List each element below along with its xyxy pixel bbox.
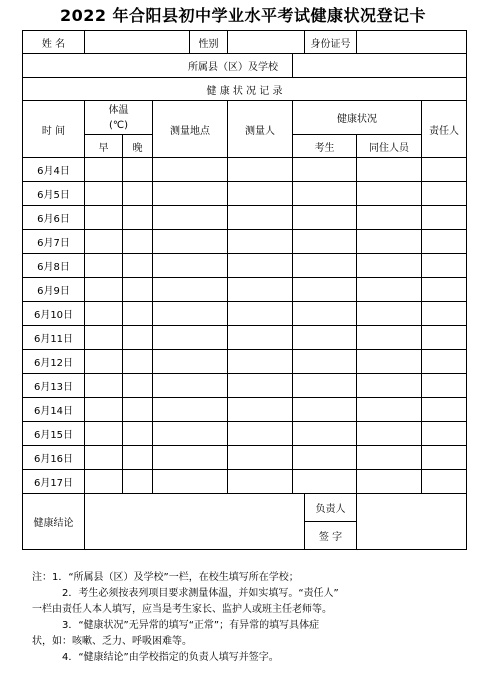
location-cell[interactable] — [153, 182, 228, 206]
date-cell: 6月14日 — [23, 398, 85, 422]
examinee-status-cell[interactable] — [293, 398, 357, 422]
responsible-cell[interactable] — [422, 254, 467, 278]
table-row — [23, 446, 467, 470]
cohabitant-status-cell[interactable] — [357, 446, 422, 470]
table-row — [23, 182, 467, 206]
examinee-status-cell[interactable] — [293, 470, 357, 494]
examinee-header: 考生 — [293, 135, 357, 158]
id-number-label: 身份证号 — [305, 31, 357, 54]
morning-temp-cell[interactable] — [85, 374, 123, 398]
cohabitant-status-cell[interactable] — [357, 350, 422, 374]
cohabitant-status-cell[interactable] — [357, 278, 422, 302]
conclusion-label: 健康结论 — [23, 494, 85, 550]
location-cell[interactable] — [153, 158, 228, 182]
note-line: 注：1．“所属县（区）及学校”一栏，在校生填写所在学校； — [32, 572, 299, 583]
temperature-unit: (℃) — [108, 119, 129, 131]
conclusion-field[interactable] — [85, 494, 305, 550]
location-header: 测量地点 — [153, 101, 228, 158]
measurer-cell[interactable] — [228, 230, 293, 254]
measurer-cell[interactable] — [228, 350, 293, 374]
morning-header: 早 — [85, 135, 123, 158]
date-cell: 6月6日 — [23, 206, 85, 230]
responsible-cell[interactable] — [422, 278, 467, 302]
cohabitant-status-cell[interactable] — [357, 374, 422, 398]
note-line: 3．“健康状况”无异常的填写“正常”；有异常的填写具体症 — [62, 620, 320, 631]
date-cell: 6月16日 — [23, 446, 85, 470]
gender-field[interactable] — [228, 31, 305, 54]
table-row — [23, 422, 467, 446]
evening-temp-cell[interactable] — [123, 230, 153, 254]
morning-temp-cell[interactable] — [85, 158, 123, 182]
measurer-header: 测量人 — [228, 101, 293, 158]
evening-temp-cell[interactable] — [123, 254, 153, 278]
location-cell[interactable] — [153, 254, 228, 278]
location-cell[interactable] — [153, 350, 228, 374]
date-cell: 6月17日 — [23, 470, 85, 494]
examinee-status-cell[interactable] — [293, 422, 357, 446]
location-cell[interactable] — [153, 206, 228, 230]
health-status-header: 健康状况 — [293, 101, 422, 135]
evening-temp-cell[interactable] — [123, 206, 153, 230]
time-header: 时 间 — [23, 101, 85, 158]
location-cell[interactable] — [153, 446, 228, 470]
measurer-cell[interactable] — [228, 182, 293, 206]
health-registration-table — [22, 30, 467, 550]
location-cell[interactable] — [153, 302, 228, 326]
morning-temp-cell[interactable] — [85, 398, 123, 422]
measurer-cell[interactable] — [228, 326, 293, 350]
responsible-cell[interactable] — [422, 446, 467, 470]
measurer-cell[interactable] — [228, 446, 293, 470]
cohabitant-status-cell[interactable] — [357, 422, 422, 446]
responsible-cell[interactable] — [422, 398, 467, 422]
date-cell: 6月11日 — [23, 326, 85, 350]
cohabitant-status-cell[interactable] — [357, 182, 422, 206]
location-cell[interactable] — [153, 230, 228, 254]
table-row — [23, 230, 467, 254]
temperature-header — [85, 101, 153, 135]
cohabitant-status-cell[interactable] — [357, 158, 422, 182]
morning-temp-cell[interactable] — [85, 182, 123, 206]
responsible-cell[interactable] — [422, 206, 467, 230]
evening-temp-cell[interactable] — [123, 398, 153, 422]
cohabitant-status-cell[interactable] — [357, 254, 422, 278]
cohabitant-status-cell[interactable] — [357, 470, 422, 494]
morning-temp-cell[interactable] — [85, 302, 123, 326]
temperature-label: 体温 — [108, 104, 129, 116]
measurer-cell[interactable] — [228, 302, 293, 326]
date-cell: 6月9日 — [23, 278, 85, 302]
date-cell: 6月10日 — [23, 302, 85, 326]
evening-header: 晚 — [123, 135, 153, 158]
note-line: 2．考生必须按表列项目要求测量体温，并如实填写。“责任人” — [62, 588, 339, 599]
school-field[interactable] — [293, 54, 467, 78]
evening-temp-cell[interactable] — [123, 182, 153, 206]
evening-temp-cell[interactable] — [123, 326, 153, 350]
school-label: 所属县（区）及学校 — [23, 54, 293, 78]
name-label: 姓 名 — [23, 31, 85, 54]
responsible-cell[interactable] — [422, 422, 467, 446]
responsible-cell[interactable] — [422, 350, 467, 374]
responsible-header: 责任人 — [422, 101, 467, 158]
note-line: 4．“健康结论”由学校指定的负责人填写并签字。 — [62, 652, 279, 663]
note-line: 状，如：咳嗽、乏力、呼吸困难等。 — [32, 636, 192, 647]
examinee-status-cell[interactable] — [293, 446, 357, 470]
morning-temp-cell[interactable] — [85, 422, 123, 446]
evening-temp-cell[interactable] — [123, 470, 153, 494]
examinee-status-cell[interactable] — [293, 230, 357, 254]
table-row — [23, 302, 467, 326]
responsible-cell[interactable] — [422, 374, 467, 398]
evening-temp-cell[interactable] — [123, 278, 153, 302]
morning-temp-cell[interactable] — [85, 446, 123, 470]
location-cell[interactable] — [153, 422, 228, 446]
measurer-cell[interactable] — [228, 278, 293, 302]
measurer-cell[interactable] — [228, 374, 293, 398]
location-cell[interactable] — [153, 326, 228, 350]
morning-temp-cell[interactable] — [85, 206, 123, 230]
examinee-status-cell[interactable] — [293, 374, 357, 398]
table-row — [23, 278, 467, 302]
note-line: 一栏由责任人本人填写，应当是考生家长、监护人或班主任老师等。 — [32, 604, 332, 615]
morning-temp-cell[interactable] — [85, 326, 123, 350]
cohabitant-status-cell[interactable] — [357, 326, 422, 350]
measurer-cell[interactable] — [228, 158, 293, 182]
table-row — [23, 398, 467, 422]
table-row — [23, 254, 467, 278]
date-cell: 6月13日 — [23, 374, 85, 398]
location-cell[interactable] — [153, 398, 228, 422]
location-cell[interactable] — [153, 374, 228, 398]
date-cell: 6月15日 — [23, 422, 85, 446]
evening-temp-cell[interactable] — [123, 302, 153, 326]
morning-temp-cell[interactable] — [85, 254, 123, 278]
evening-temp-cell[interactable] — [123, 350, 153, 374]
cohabitant-status-cell[interactable] — [357, 302, 422, 326]
responsible-cell[interactable] — [422, 158, 467, 182]
table-row — [23, 206, 467, 230]
cohabitant-header: 同住人员 — [357, 135, 422, 158]
cohabitant-status-cell[interactable] — [357, 398, 422, 422]
responsible-cell[interactable] — [422, 470, 467, 494]
evening-temp-cell[interactable] — [123, 158, 153, 182]
responsible-cell[interactable] — [422, 230, 467, 254]
morning-temp-cell[interactable] — [85, 230, 123, 254]
measurer-cell[interactable] — [228, 422, 293, 446]
table-row — [23, 326, 467, 350]
name-field[interactable] — [85, 31, 190, 54]
signature-label: 签 字 — [305, 522, 357, 550]
evening-temp-cell[interactable] — [123, 422, 153, 446]
table-row — [23, 470, 467, 494]
gender-label: 性别 — [190, 31, 228, 54]
table-row — [23, 374, 467, 398]
examinee-status-cell[interactable] — [293, 350, 357, 374]
morning-temp-cell[interactable] — [85, 350, 123, 374]
evening-temp-cell[interactable] — [123, 374, 153, 398]
examinee-status-cell[interactable] — [293, 326, 357, 350]
signature-field[interactable] — [357, 494, 467, 550]
location-cell[interactable] — [153, 470, 228, 494]
date-cell: 6月7日 — [23, 230, 85, 254]
table-row — [23, 350, 467, 374]
date-cell: 6月5日 — [23, 182, 85, 206]
measurer-cell[interactable] — [228, 254, 293, 278]
examinee-status-cell[interactable] — [293, 302, 357, 326]
examinee-status-cell[interactable] — [293, 182, 357, 206]
cohabitant-status-cell[interactable] — [357, 230, 422, 254]
measurer-cell[interactable] — [228, 398, 293, 422]
person-in-charge-label: 负责人 — [305, 494, 357, 522]
examinee-status-cell[interactable] — [293, 278, 357, 302]
responsible-cell[interactable] — [422, 302, 467, 326]
evening-temp-cell[interactable] — [123, 446, 153, 470]
examinee-status-cell[interactable] — [293, 158, 357, 182]
examinee-status-cell[interactable] — [293, 206, 357, 230]
page-title: 2022 年合阳县初中学业水平考试健康状况登记卡 — [59, 6, 427, 25]
table-row — [23, 158, 467, 182]
record-header: 健 康 状 况 记 录 — [23, 78, 467, 101]
notes-section — [32, 570, 472, 666]
morning-temp-cell[interactable] — [85, 470, 123, 494]
examinee-status-cell[interactable] — [293, 254, 357, 278]
id-number-field[interactable] — [357, 31, 467, 54]
location-cell[interactable] — [153, 278, 228, 302]
morning-temp-cell[interactable] — [85, 278, 123, 302]
responsible-cell[interactable] — [422, 182, 467, 206]
date-cell: 6月4日 — [23, 158, 85, 182]
date-cell: 6月8日 — [23, 254, 85, 278]
cohabitant-status-cell[interactable] — [357, 206, 422, 230]
date-cell: 6月12日 — [23, 350, 85, 374]
responsible-cell[interactable] — [422, 326, 467, 350]
measurer-cell[interactable] — [228, 206, 293, 230]
measurer-cell[interactable] — [228, 470, 293, 494]
